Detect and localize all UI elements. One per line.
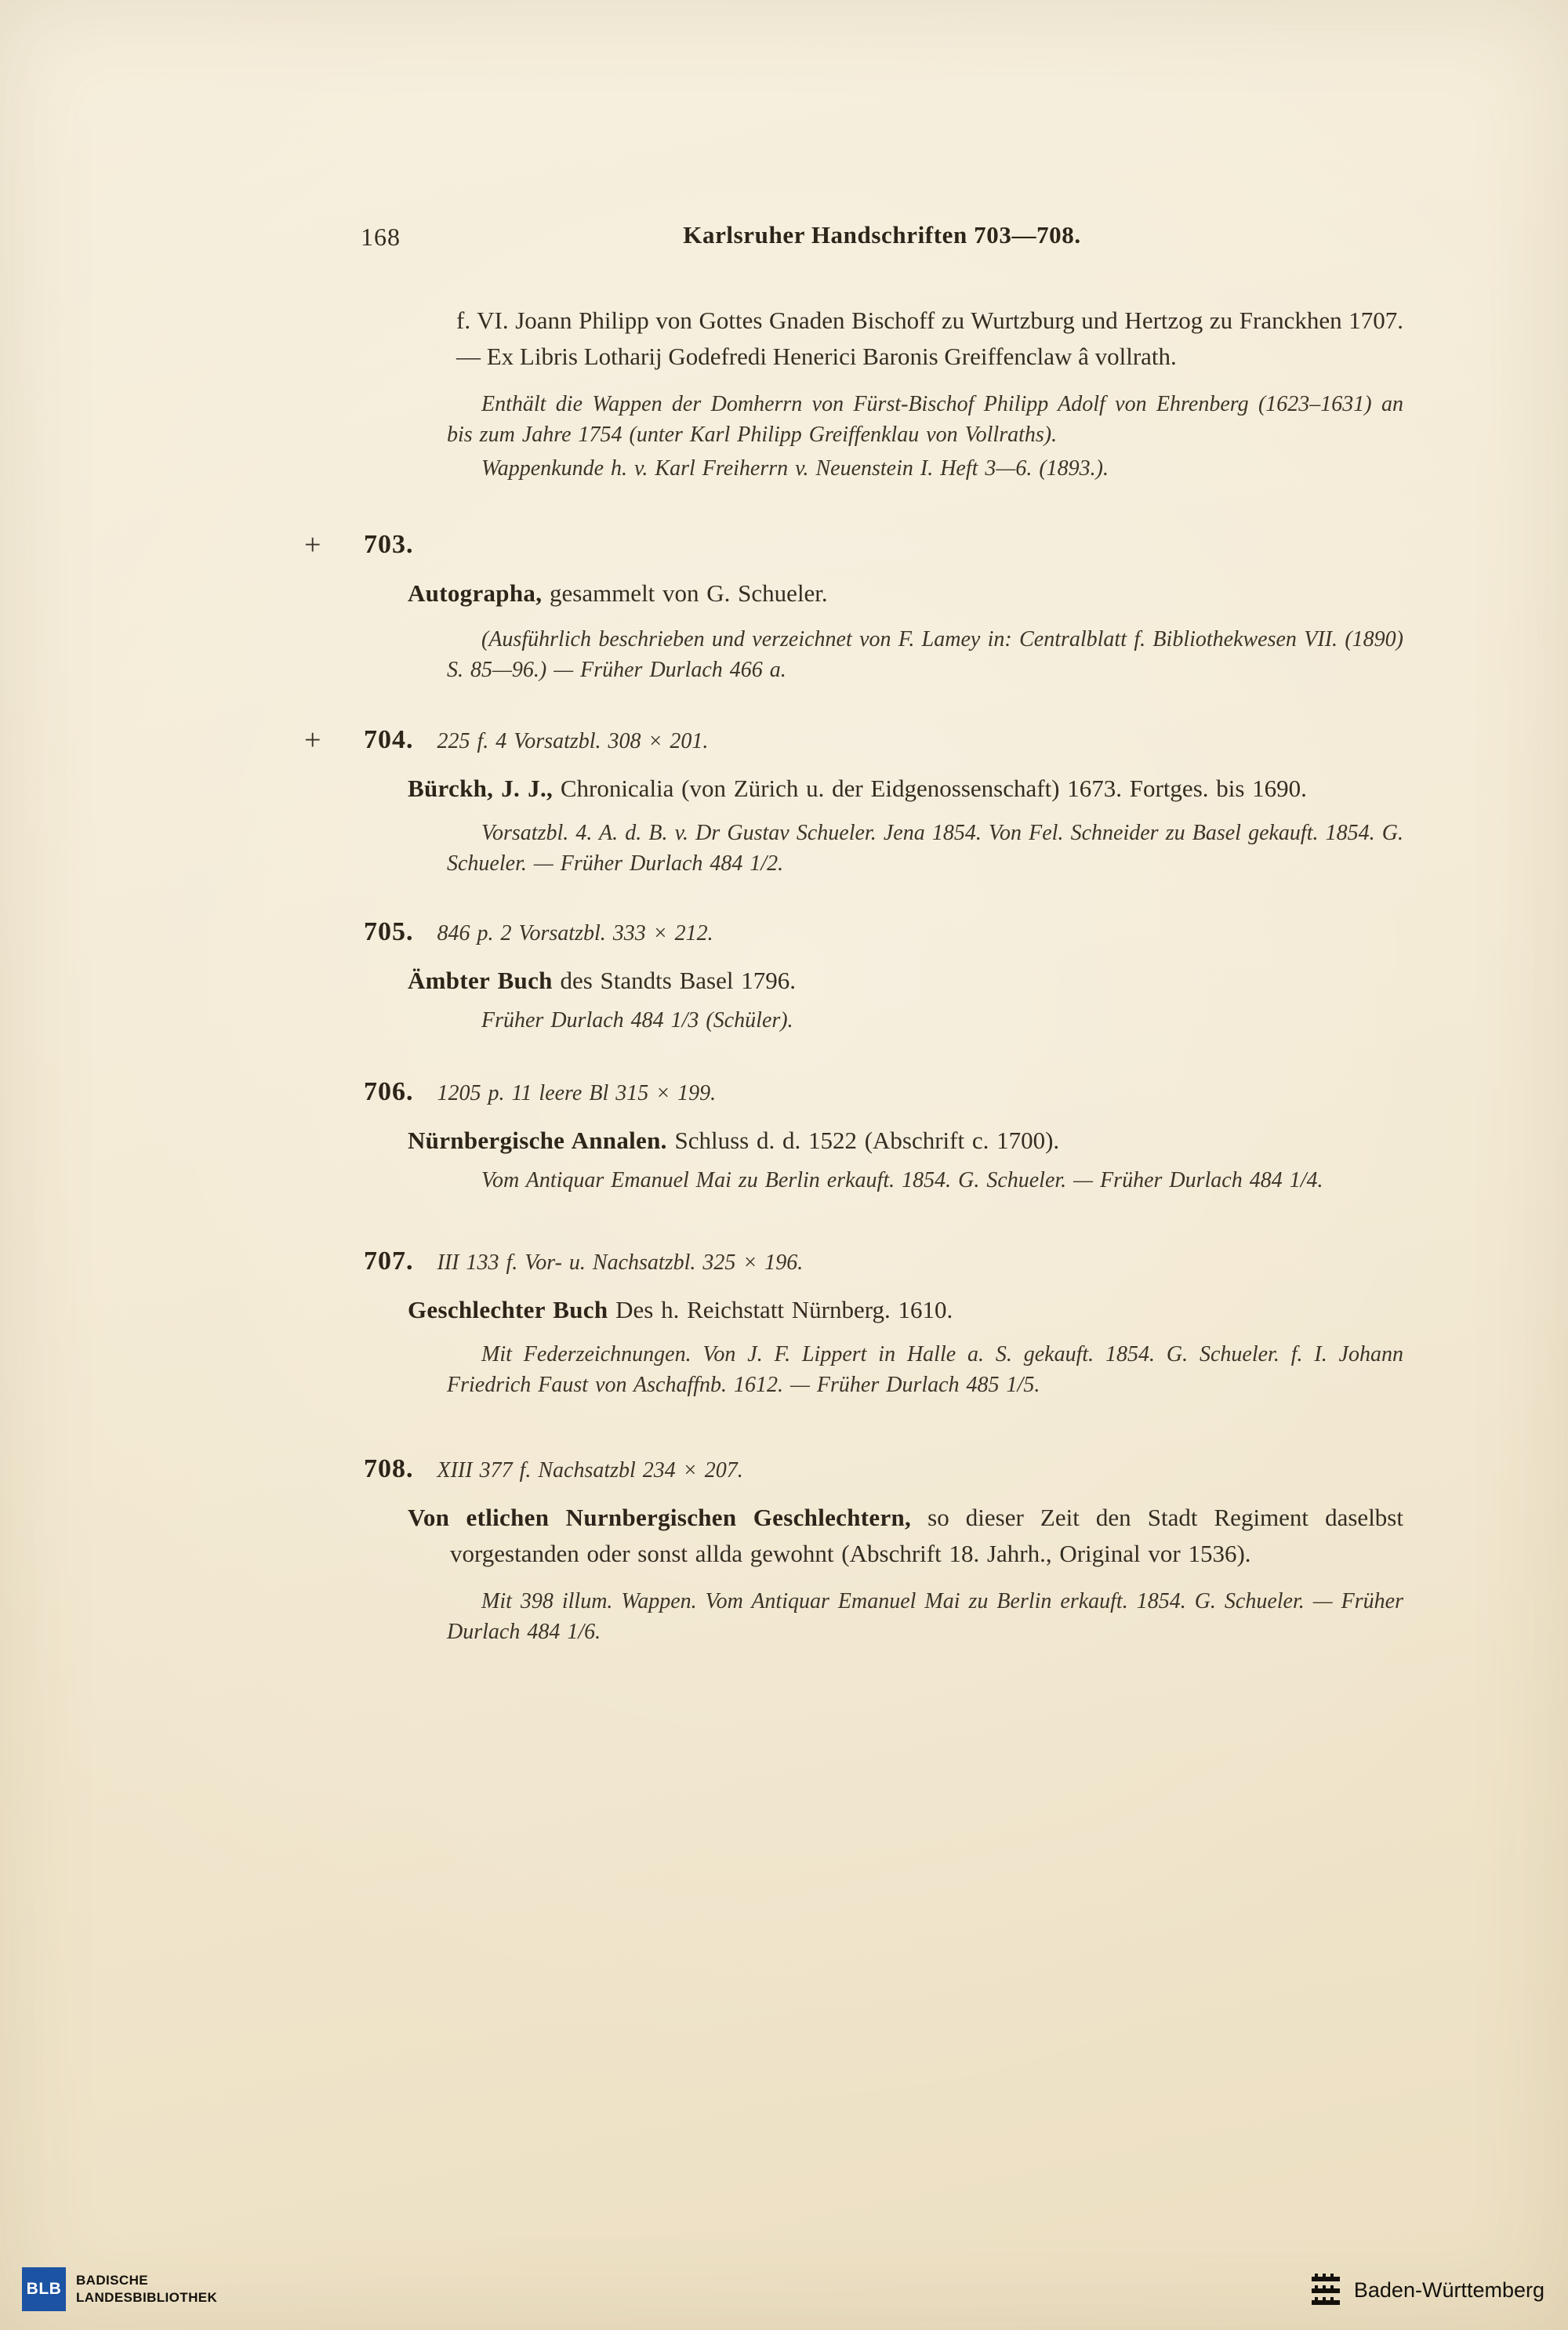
library-name: [76, 2272, 217, 2306]
entry-title-bold: Autographa,: [408, 579, 543, 607]
entry-title-bold: Geschlechter Buch: [408, 1296, 608, 1323]
entry-704: [304, 723, 1403, 879]
catalog-note: Vorsatzbl. 4. A. d. B. v. Dr Gustav Schueler. Jena 1854. Von Fel. Schneider zu Basel gekauft. 1854. G. Schueler. — Früher Durlach 484 1/2.: [447, 821, 1403, 876]
entry-title-bold: Ämbter Buch: [408, 967, 553, 994]
entry-705: [361, 915, 1403, 1036]
entry-head: [364, 1244, 1403, 1283]
entry-title: [408, 963, 1403, 999]
catalog-note: Früher Durlach 484 1/3 (Schüler).: [481, 1008, 793, 1033]
baden-wuerttemberg-crest-icon: [1308, 2272, 1343, 2308]
entry-number: 703.: [364, 530, 414, 559]
entry-number: 708.: [364, 1454, 414, 1483]
entry-title-rest: Chronicalia (von Zürich u. der Eidgenossenschaft) 1673. Fortges. bis 1690.: [553, 775, 1307, 802]
entry-title: [408, 1500, 1403, 1572]
entry-708: [361, 1452, 1403, 1647]
entry-title-bold: Bürckh, J. J.,: [408, 775, 554, 802]
entry-title-rest: des Standts Basel 1796.: [552, 967, 796, 994]
entry-number: 704.: [364, 725, 414, 754]
entry-collation: 225 f. 4 Vorsatzbl. 308 × 201.: [437, 729, 709, 753]
entry-head: [304, 723, 1403, 762]
catalog-note: (Ausführlich beschrieben und verzeichnet von F. Lamey in: Centralblatt f. Bibliothekwesen VII. (1890) S. 85—96.) — Früher Durlach 466 a.: [447, 627, 1403, 682]
entry-head: [364, 915, 1403, 954]
entry-collation: 1205 p. 11 leere Bl 315 × 199.: [437, 1081, 717, 1105]
entry-collation: III 133 f. Vor- u. Nachsatzbl. 325 × 196.: [437, 1250, 804, 1275]
entry-707: [361, 1244, 1403, 1400]
plus-marker: +: [304, 528, 321, 561]
entry-title-rest: Des h. Reichstatt Nürnberg. 1610.: [608, 1296, 953, 1323]
entry-title-rest: gesammelt von G. Schueler.: [542, 579, 828, 607]
entry-head: [364, 1452, 1403, 1491]
entry-collation: 846 p. 2 Vorsatzbl. 333 × 212.: [437, 921, 713, 945]
entry-title-bold: Von etlichen Nurnbergischen Geschlechtern,: [408, 1504, 912, 1531]
entry-title: [408, 1123, 1403, 1159]
entry-number: 707.: [364, 1247, 414, 1276]
entry-703: [304, 528, 1403, 685]
catalog-note: Mit 398 illum. Wappen. Vom Antiquar Emanuel Mai zu Berlin erkauft. 1854. G. Schueler. — Früher Durlach 484 1/6.: [447, 1589, 1403, 1644]
entry-title: [408, 575, 1403, 612]
catalog-note: Enthält die Wappen der Domherrn von Fürst-Bischof Philipp Adolf von Ehrenberg (1623–1631) an bis zum Jahre 1754 (unter Karl Philipp Greiffenklau von Vollraths).: [447, 392, 1403, 447]
entry-title-bold: Nürnbergische Annalen.: [408, 1127, 667, 1154]
scanned-page: [304, 221, 1403, 1647]
entry-title: [408, 771, 1403, 807]
running-header: Karlsruher Handschriften 703—708.: [683, 221, 1081, 249]
entry-number: 705.: [364, 917, 414, 946]
entry-continuation: [361, 303, 1403, 484]
catalog-note: Vom Antiquar Emanuel Mai zu Berlin erkauft. 1854. G. Schueler. — Früher Durlach 484 1/4.: [481, 1168, 1323, 1192]
entry-collation: XIII 377 f. Nachsatzbl 234 × 207.: [437, 1458, 743, 1483]
library-name-line2: LANDESBIBLIOTHEK: [76, 2290, 218, 2305]
entry-number: 706.: [364, 1077, 414, 1106]
entry-head: [364, 1075, 1403, 1114]
catalog-note: Mit Federzeichnungen. Von J. F. Lippert in Halle a. S. gekauft. 1854. G. Schueler. f. I. Johann Friedrich Faust von Aschaffnb. 1612. — Früher Durlach 485 1/5.: [447, 1342, 1403, 1397]
entry-title-rest: so dieser Zeit den Stadt Regiment daselbst vorgestanden oder sonst allda gewohnt (Abschrift 18. Jahrh., Original vor 1536).: [450, 1504, 1403, 1567]
entry-continuation-text: f. VI. Joann Philipp von Gottes Gnaden Bischoff zu Wurtzburg und Hertzog zu Franckhen 1707. — Ex Libris Lotharij Godefredi Henerici Baronis Greiffenclaw â vollrath.: [456, 307, 1403, 370]
entry-title: [408, 1292, 1403, 1328]
plus-marker: +: [304, 724, 321, 757]
library-logo: [22, 2267, 217, 2311]
page-header: [361, 221, 1403, 259]
state-logo: [1308, 2272, 1544, 2308]
state-wordmark: Baden-Württemberg: [1353, 2277, 1544, 2302]
blb-logo-icon: BLB: [22, 2267, 66, 2311]
catalog-note: Wappenkunde h. v. Karl Freiherrn v. Neuenstein I. Heft 3—6. (1893.).: [481, 456, 1109, 481]
library-name-line1: BADISCHE: [76, 2273, 148, 2288]
page-number: 168: [361, 223, 401, 251]
entry-title-rest: Schluss d. d. 1522 (Abschrift c. 1700).: [666, 1127, 1060, 1154]
entry-head: [304, 528, 1403, 567]
entry-706: [361, 1075, 1403, 1196]
